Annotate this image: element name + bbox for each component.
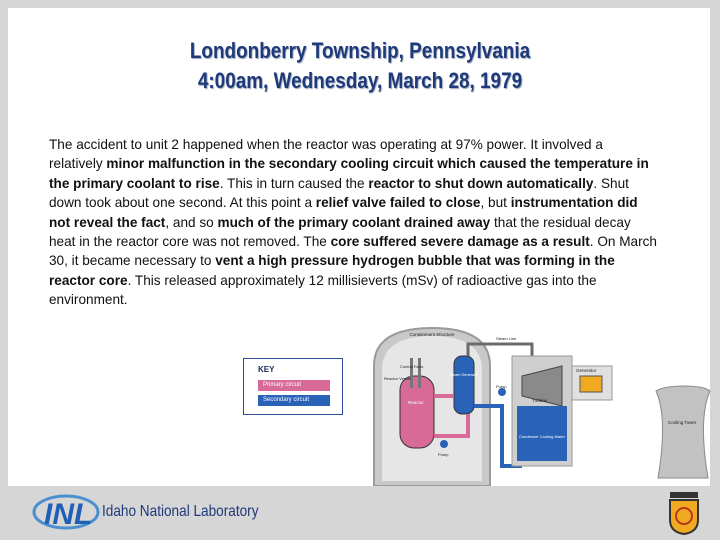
reactor-label: Reactor	[408, 400, 424, 405]
emphasis-text: much of the primary coolant drained away	[217, 214, 491, 230]
steam-generator	[454, 356, 474, 414]
reactor-vessel	[400, 376, 434, 448]
body-paragraph	[49, 135, 659, 310]
body-text: . On March 30, it became necessary to	[49, 234, 657, 269]
org-name: Idaho National Laboratory	[102, 503, 259, 520]
turbine-label: Turbine	[532, 398, 548, 403]
slide-title	[50, 36, 669, 96]
emphasis-text: vent a high pressure hydrogen bubble that was forming in the reactor core	[49, 253, 615, 288]
feedwater-pump	[498, 388, 506, 396]
condenser-label: Condenser Cooling Water	[519, 434, 565, 439]
cooling-tower-label: Cooling Tower	[668, 420, 697, 425]
generator-label: Generator	[576, 368, 597, 373]
control-rods-label: Control Rods	[400, 364, 424, 369]
emphasis-text: minor malfunction in the secondary cooling circuit which caused the temperature in the primary coolant to rise	[49, 156, 649, 191]
seal-icon	[666, 490, 702, 536]
logo-mark: INL	[44, 498, 93, 531]
key-secondary-circuit: Secondary circuit	[258, 395, 330, 406]
control-rod-2	[418, 358, 421, 388]
body-text: . This released approximately 12 millisieverts (mSv) of radioactive gas into the environment.	[49, 272, 597, 308]
body-text: , and so	[165, 214, 218, 230]
reactor-diagram	[372, 326, 712, 486]
body-text: . Shut down took about one second. At this point a	[49, 175, 629, 211]
emphasis-text: core suffered severe damage as a result	[330, 234, 590, 250]
pump-top-label: Pump	[496, 384, 507, 389]
containment-label: Containment Structure	[409, 332, 455, 337]
body-text: , but	[480, 195, 511, 211]
steam-generator-label: Steam Generator	[449, 373, 479, 377]
emphasis-text: reactor to shut down automatically	[368, 175, 594, 191]
key-primary-circuit: Primary circuit	[258, 380, 330, 391]
control-rod-1	[410, 358, 413, 388]
diagram-key	[243, 358, 343, 415]
reactor-vessel-label: Reactor Vessel	[384, 376, 411, 381]
cooling-tower	[656, 386, 710, 478]
emphasis-text: instrumentation did not reveal the fact	[49, 195, 638, 230]
pump-bottom-label: Pump	[438, 452, 449, 457]
primary-pump	[440, 440, 448, 448]
title-line-1: Londonberry Township, Pennsylvania	[189, 38, 531, 63]
body-text: . This in turn caused the	[219, 175, 369, 191]
steam-line-label: Steam Line	[496, 336, 517, 341]
key-title: KEY	[258, 365, 275, 374]
title-line-2: 4:00am, Wednesday, March 28, 1979	[197, 68, 523, 93]
emphasis-text: relief valve failed to close	[315, 195, 481, 211]
body-text: that the residual decay heat in the reactor core was not removed. The	[49, 214, 631, 250]
body-text: The accident to unit 2 happened when the reactor was operating at 97% power. It involved a relatively	[49, 137, 603, 172]
generator	[580, 376, 602, 392]
